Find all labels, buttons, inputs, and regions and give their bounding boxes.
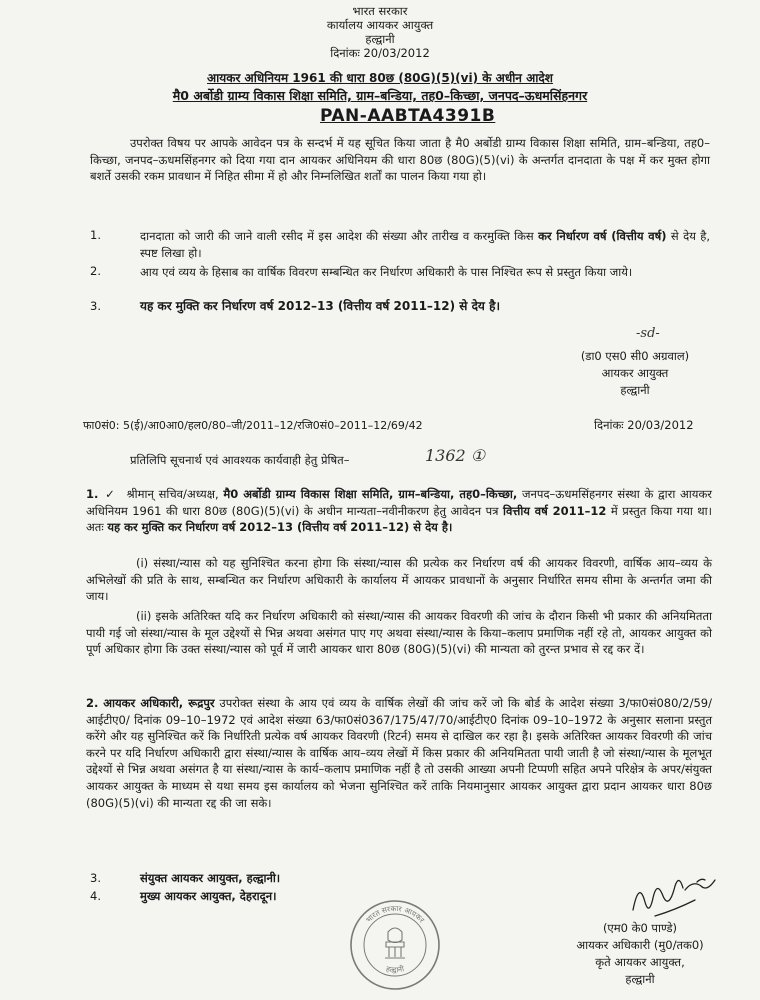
copy-1-tick-icon: ✓ bbox=[105, 487, 116, 501]
seal-bottom-text: हल्द्वानी bbox=[385, 964, 405, 975]
signatory-2-for-line: कृते आयकर आयुक्त, bbox=[595, 955, 685, 969]
condition-1-tail: से देय है, स्पष्ट लिखा हो। bbox=[140, 229, 711, 260]
copy-1-fy: वित्तीय वर्ष 2011–12 bbox=[503, 503, 607, 518]
signatory-2 bbox=[545, 920, 735, 988]
condition-2: आय एवं व्यय के हिसाब का वार्षिक विवरण सम्बन्धित कर निर्धारण अधिकारी के पास निश्चित रूप से प्रस्तुत किया जाये। bbox=[140, 265, 633, 279]
copy-forward-line: प्रतिलिपि सूचनार्थ एवं आवश्यक कार्यवाही हेतु प्रेषित– bbox=[130, 453, 350, 467]
copy-1-number: 1. bbox=[86, 487, 99, 501]
copy-4-number: 4. bbox=[90, 889, 101, 903]
seal-top-text: भारत सरकार आयकर bbox=[363, 903, 427, 925]
copy-handwritten-number: 1362 ① bbox=[425, 446, 486, 465]
copy-1-validity: यह कर मुक्ति कर निर्धारण वर्ष 2012–13 (वित्तीय वर्ष 2011–12) से देय है। bbox=[107, 520, 453, 535]
copy-1-sub-i: (i) संस्था/न्यास को यह सुनिश्चित करना होगा कि संस्था/न्यास की प्रत्येक कर निर्धारण वर्ष की आयकर विवरणी, वार्षिक आय–व्यय के अभिलेखों की प्रति के साथ, सम्बन्धित कर निर्धारण अधिकारी के कार्यालय में आयकर प्रावधानों के अनुसार निर्धारित समय सीमा के अन्तर्गत जमा की जाय। bbox=[86, 556, 712, 604]
copy-1-text-c: जनपद–ऊधमसिंहनगर संस्था के द्वारा आयकर अधिनियम 1961 की धारा 80छ (80G)(5)(vi) के अधीन मान्यता–नवीनीकरण हेतु आवेदन पत्र bbox=[86, 487, 712, 518]
condition-1-text: दानदाता को जारी की जाने वाली रसीद में इस आदेश की संख्या और तारीख व करमुक्ति किस bbox=[140, 229, 539, 243]
signatory-1-designation: आयकर आयुक्त bbox=[601, 366, 669, 380]
copy-1-text-a: श्रीमान् सचिव/अध्यक्ष, bbox=[126, 487, 224, 501]
officer-signature bbox=[625, 860, 735, 920]
copy-1-text-e: में प्रस्तुत किया गया था। अतः bbox=[86, 503, 712, 535]
copy-2-number: 2. bbox=[86, 696, 99, 710]
city-line: हल्द्वानी bbox=[365, 32, 395, 46]
condition-1 bbox=[140, 228, 710, 261]
copy-2 bbox=[86, 695, 712, 811]
subject-line-1: आयकर अधिनियम 1961 की धारा 80छ (80G)(5)(vi) के अधीन आदेश bbox=[207, 71, 553, 85]
copy-2-addressee: आयकर अधिकारी, रूद्रपुर bbox=[103, 696, 215, 710]
condition-1-number: 1. bbox=[90, 228, 101, 242]
commissioner-initials: -sd- bbox=[636, 326, 660, 341]
subject-line-2: मै0 अर्बोडी ग्राम्य विकास शिक्षा समिति, ग्राम–बन्डिया, तह0–किच्छा, जनपद–ऊधमसिंहनगर bbox=[172, 88, 588, 103]
condition-1-bold: कर निर्धारण वर्ष (वित्तीय वर्ष) bbox=[538, 229, 667, 243]
file-date: दिनांकः 20/03/2012 bbox=[594, 418, 694, 432]
office-seal bbox=[348, 898, 442, 992]
file-number: फा0सं0: 5(ई)/आ0आ0/हल0/80–जी/2011–12/रजि0सं0–2011–12/69/42 bbox=[83, 419, 423, 432]
letterhead bbox=[0, 4, 760, 60]
condition-3: यह कर मुक्ति कर निर्धारण वर्ष 2012–13 (वित्तीय वर्ष 2011–12) से देय है। bbox=[140, 299, 500, 313]
signatory-2-designation: आयकर अधिकारी (मु0/तक0) bbox=[576, 938, 704, 952]
condition-2-number: 2. bbox=[90, 264, 101, 278]
condition-3-number: 3. bbox=[90, 299, 101, 313]
copy-2-text: उपरोक्त संस्था के आय एवं व्यय के वार्षिक लेखों की जांच करें जो कि बोर्ड के आदेश संख्या 3/फा0सं080/2/59/आईटीए0/ दिनांक 09–10–1972 एवं आदेश संख्या 63/फा0सं0367/175/47/70/आईटीए0 दिनांक 09–10–1972 के अनुसार सलाना प्रस्तुत करेंगे और यह सुनिश्चित करें कि निर्धारिती प्रत्येक वर्ष आयकर विवरणी (रिटर्न) समय से दाखिल कर रहा है। इसके अतिरिक्त आयकर विवरणी की जांच करने पर यदि निर्धारण अधिकारी द्वारा संस्था/न्यास के वार्षिक आय–व्यय लेखों में किस प्रकार की अनियमितता पायी जाती है जो संस्था/न्यास के मूलभूत उद्देश्यों से भिन्न अथवा असंगत है या संस्था/न्यास के कार्य–कलाप प्रमाणिक नहीं है तो उसकी आख्या अपनी टिप्पणी सहित अपने परिक्षेत्र के अपर/संयुक्त आयकर आयुक्त के माध्यम से यथा समय इस कार्यालय को भेजना सुनिश्चित करें ताकि नियमानुसार आयकर आयुक्त द्वारा प्रदान आयकर धारा 80छ (80G)(5)(vi) की मान्यता रद्द की जा सके। bbox=[86, 696, 712, 810]
copy-3-number: 3. bbox=[90, 871, 101, 885]
office-line: कार्यालय आयकर आयुक्त bbox=[326, 18, 434, 32]
signatory-2-name: (एम0 के0 पाण्डे) bbox=[602, 921, 678, 935]
copy-1-org: मै0 अर्बोडी ग्राम्य विकास शिक्षा समिति, ग्राम–बन्डिया, तह0–किच्छा, bbox=[223, 487, 518, 501]
signatory-1-name: (डा0 एस0 सी0 अग्रवाल) bbox=[580, 349, 690, 363]
header-date: दिनांकः 20/03/2012 bbox=[330, 46, 430, 60]
govt-line: भारत सरकार bbox=[352, 4, 408, 18]
pan-number: PAN-AABTA4391B bbox=[320, 106, 496, 126]
signatory-2-place: हल्द्वानी bbox=[625, 972, 655, 986]
signatory-1 bbox=[560, 348, 710, 399]
emblem-icon bbox=[385, 928, 405, 958]
copy-4: मुख्य आयकर आयुक्त, देहरादून। bbox=[140, 889, 277, 903]
copy-1-sub-ii: (ii) इसके अतिरिक्त यदि कर निर्धारण अधिकारी को संस्था/न्यास की आयकर विवरणी की जांच के दौरान किसी भी प्रकार की अनियमितता पायी गई जो संस्था/न्यास के मूल उद्देश्यों से भिन्न अथवा असंगत पाए गए अथवा संस्था/न्यास के किया–कलाप प्रमाणिक नहीं रहे तो, आयकर आयुक्त को पूर्ण अधिकार होगा कि उक्त संस्था/न्यास को पूर्व में जारी आयकर धारा 80छ (80G)(5)(vi) की मान्यता को तुरन्त प्रभाव से रद्द कर दें। bbox=[86, 609, 712, 657]
copy-3: संयुक्त आयकर आयुक्त, हल्द्वानी। bbox=[140, 871, 281, 885]
signatory-1-place: हल्द्वानी bbox=[620, 383, 650, 397]
copy-1 bbox=[86, 486, 712, 536]
intro-paragraph: उपरोक्त विषय पर आपके आवेदन पत्र के सन्दर्भ में यह सूचित किया जाता है मै0 अर्बोडी ग्राम्य विकास शिक्षा समिति, ग्राम–बन्डिया, तह0–किच्छा, जनपद–ऊधमसिंहनगर को दिया गया दान आयकर अधिनियम की धारा 80छ (80G)(5)(vi) के अन्तर्गत दानदाता के पक्ष में कर मुक्त होगा बशर्ते उसकी रकम प्रावधान में निहित सीमा में हो और निम्नलिखित शर्तों का पालन किया गया हो। bbox=[90, 136, 710, 184]
